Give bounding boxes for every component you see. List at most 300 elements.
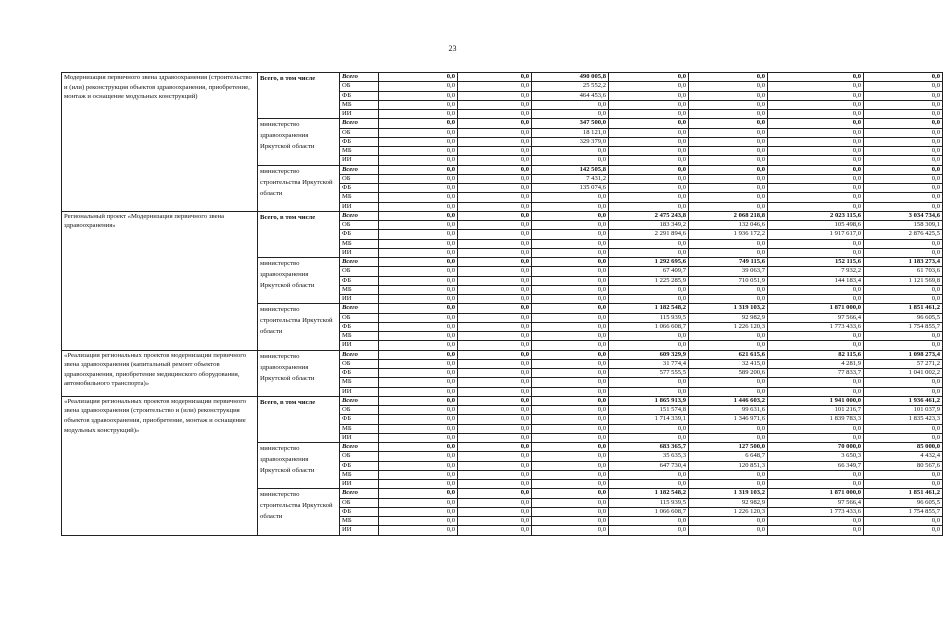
amount-cell: 0,0 <box>532 100 609 109</box>
amount-cell: 0,0 <box>379 433 458 442</box>
amount-cell: 0,0 <box>768 119 864 128</box>
funding-source: ОБ <box>340 128 379 137</box>
amount-cell: 0,0 <box>379 369 458 378</box>
amount-cell: 0,0 <box>458 73 532 82</box>
amount-cell: 0,0 <box>379 156 458 165</box>
amount-cell: 0,0 <box>458 285 532 294</box>
amount-cell: 0,0 <box>609 119 689 128</box>
funding-source: МБ <box>340 470 379 479</box>
amount-cell: 0,0 <box>458 452 532 461</box>
amount-cell: 0,0 <box>768 239 864 248</box>
amount-cell: 609 329,9 <box>609 350 689 359</box>
amount-cell: 0,0 <box>689 202 768 211</box>
amount-cell: 0,0 <box>768 526 864 535</box>
funding-source: ОБ <box>340 359 379 368</box>
amount-cell: 0,0 <box>379 489 458 498</box>
amount-cell: 0,0 <box>864 526 943 535</box>
amount-cell: 0,0 <box>458 433 532 442</box>
amount-cell: 0,0 <box>864 91 943 100</box>
responsible-executor: министерство строительства Иркутской области <box>258 304 340 350</box>
amount-cell: 7 932,2 <box>768 267 864 276</box>
amount-cell: 0,0 <box>379 184 458 193</box>
amount-cell: 0,0 <box>379 193 458 202</box>
funding-source: Всего <box>340 211 379 220</box>
funding-source: ИИ <box>340 480 379 489</box>
amount-cell: 120 851,3 <box>689 461 768 470</box>
amount-cell: 0,0 <box>768 387 864 396</box>
amount-cell: 135 074,6 <box>532 184 609 193</box>
funding-source: ИИ <box>340 156 379 165</box>
funding-source: ИИ <box>340 202 379 211</box>
amount-cell: 0,0 <box>379 406 458 415</box>
funding-source: Всего <box>340 73 379 82</box>
amount-cell: 0,0 <box>532 378 609 387</box>
funding-source: ОБ <box>340 313 379 322</box>
amount-cell: 0,0 <box>532 276 609 285</box>
amount-cell: 0,0 <box>532 480 609 489</box>
amount-cell: 0,0 <box>532 387 609 396</box>
amount-cell: 621 615,6 <box>689 350 768 359</box>
amount-cell: 0,0 <box>532 230 609 239</box>
amount-cell: 749 115,6 <box>689 258 768 267</box>
funding-source: Всего <box>340 258 379 267</box>
amount-cell: 7 431,2 <box>532 174 609 183</box>
amount-cell: 2 023 115,6 <box>768 211 864 220</box>
amount-cell: 4 281,9 <box>768 359 864 368</box>
amount-cell: 0,0 <box>379 332 458 341</box>
amount-cell: 0,0 <box>458 507 532 516</box>
amount-cell: 0,0 <box>609 387 689 396</box>
amount-cell: 0,0 <box>379 507 458 516</box>
amount-cell: 0,0 <box>689 100 768 109</box>
amount-cell: 0,0 <box>768 341 864 350</box>
amount-cell: 0,0 <box>768 480 864 489</box>
amount-cell: 39 063,7 <box>689 267 768 276</box>
funding-source: ИИ <box>340 248 379 257</box>
amount-cell: 0,0 <box>458 165 532 174</box>
amount-cell: 1 346 971,6 <box>689 415 768 424</box>
amount-cell: 1 835 423,3 <box>864 415 943 424</box>
amount-cell: 0,0 <box>532 369 609 378</box>
funding-source: МБ <box>340 517 379 526</box>
amount-cell: 0,0 <box>458 350 532 359</box>
amount-cell: 0,0 <box>379 91 458 100</box>
amount-cell: 589 200,6 <box>689 369 768 378</box>
amount-cell: 0,0 <box>689 128 768 137</box>
amount-cell: 1 936 172,2 <box>689 230 768 239</box>
amount-cell: 0,0 <box>532 304 609 313</box>
amount-cell: 0,0 <box>768 332 864 341</box>
amount-cell: 0,0 <box>458 387 532 396</box>
amount-cell: 4 432,4 <box>864 452 943 461</box>
amount-cell: 3 034 734,6 <box>864 211 943 220</box>
amount-cell: 0,0 <box>379 452 458 461</box>
amount-cell: 0,0 <box>864 517 943 526</box>
funding-source: ФБ <box>340 91 379 100</box>
amount-cell: 0,0 <box>768 184 864 193</box>
funding-source: ФБ <box>340 322 379 331</box>
amount-cell: 0,0 <box>689 433 768 442</box>
amount-cell: 25 552,2 <box>532 82 609 91</box>
amount-cell: 0,0 <box>458 156 532 165</box>
amount-cell: 0,0 <box>458 230 532 239</box>
amount-cell: 0,0 <box>458 424 532 433</box>
amount-cell: 0,0 <box>864 128 943 137</box>
funding-source: МБ <box>340 285 379 294</box>
amount-cell: 0,0 <box>768 424 864 433</box>
amount-cell: 0,0 <box>458 193 532 202</box>
funding-source: ФБ <box>340 507 379 516</box>
amount-cell: 347 500,0 <box>532 119 609 128</box>
responsible-executor: Всего, в том числе <box>258 73 340 119</box>
amount-cell: 0,0 <box>532 443 609 452</box>
amount-cell: 0,0 <box>689 387 768 396</box>
amount-cell: 464 453,6 <box>532 91 609 100</box>
amount-cell: 0,0 <box>864 147 943 156</box>
amount-cell: 0,0 <box>379 276 458 285</box>
amount-cell: 0,0 <box>532 489 609 498</box>
amount-cell: 31 774,4 <box>609 359 689 368</box>
amount-cell: 115 939,5 <box>609 498 689 507</box>
amount-cell: 0,0 <box>689 156 768 165</box>
amount-cell: 0,0 <box>458 82 532 91</box>
funding-source: ОБ <box>340 498 379 507</box>
amount-cell: 0,0 <box>532 526 609 535</box>
amount-cell: 0,0 <box>532 202 609 211</box>
amount-cell: 0,0 <box>379 470 458 479</box>
amount-cell: 0,0 <box>609 100 689 109</box>
amount-cell: 127 500,0 <box>689 443 768 452</box>
amount-cell: 0,0 <box>379 322 458 331</box>
amount-cell: 0,0 <box>458 415 532 424</box>
responsible-executor: министерство строительства Иркутской области <box>258 165 340 211</box>
funding-source: МБ <box>340 239 379 248</box>
amount-cell: 0,0 <box>458 359 532 368</box>
amount-cell: 0,0 <box>768 73 864 82</box>
amount-cell: 0,0 <box>458 248 532 257</box>
amount-cell: 0,0 <box>609 147 689 156</box>
amount-cell: 1 773 433,6 <box>768 322 864 331</box>
funding-source: ФБ <box>340 415 379 424</box>
amount-cell: 0,0 <box>379 480 458 489</box>
amount-cell: 0,0 <box>689 165 768 174</box>
amount-cell: 0,0 <box>379 239 458 248</box>
table-row <box>62 73 943 82</box>
amount-cell: 0,0 <box>458 322 532 331</box>
amount-cell: 82 115,6 <box>768 350 864 359</box>
amount-cell: 0,0 <box>768 128 864 137</box>
responsible-executor: министерство здравоохранения Иркутской области <box>258 443 340 489</box>
funding-source: ОБ <box>340 452 379 461</box>
amount-cell: 0,0 <box>458 378 532 387</box>
amount-cell: 0,0 <box>609 82 689 91</box>
amount-cell: 0,0 <box>609 110 689 119</box>
amount-cell: 0,0 <box>609 91 689 100</box>
measure-description: «Реализация региональных проектов модернизации первичного звена здравоохранения (капитальный ремонт объектов здравоохранения, приобретение медицинского оборудования, автомобильного транспорта)» <box>62 350 258 396</box>
amount-cell: 6 648,7 <box>689 452 768 461</box>
amount-cell: 0,0 <box>458 119 532 128</box>
amount-cell: 0,0 <box>458 147 532 156</box>
amount-cell: 0,0 <box>458 341 532 350</box>
amount-cell: 0,0 <box>532 267 609 276</box>
amount-cell: 0,0 <box>609 248 689 257</box>
amount-cell: 0,0 <box>532 424 609 433</box>
funding-source: Всего <box>340 396 379 405</box>
amount-cell: 0,0 <box>864 378 943 387</box>
amount-cell: 0,0 <box>689 295 768 304</box>
amount-cell: 0,0 <box>609 73 689 82</box>
amount-cell: 0,0 <box>689 517 768 526</box>
amount-cell: 99 631,6 <box>689 406 768 415</box>
amount-cell: 0,0 <box>379 526 458 535</box>
amount-cell: 1 865 913,9 <box>609 396 689 405</box>
amount-cell: 0,0 <box>379 313 458 322</box>
amount-cell: 0,0 <box>379 258 458 267</box>
amount-cell: 0,0 <box>689 184 768 193</box>
amount-cell: 0,0 <box>458 110 532 119</box>
amount-cell: 0,0 <box>609 239 689 248</box>
amount-cell: 1 714 339,1 <box>609 415 689 424</box>
amount-cell: 80 567,6 <box>864 461 943 470</box>
amount-cell: 0,0 <box>532 498 609 507</box>
amount-cell: 1 182 548,2 <box>609 304 689 313</box>
table-row <box>62 350 943 359</box>
amount-cell: 0,0 <box>379 415 458 424</box>
amount-cell: 0,0 <box>609 137 689 146</box>
amount-cell: 0,0 <box>532 295 609 304</box>
amount-cell: 1 871 000,0 <box>768 489 864 498</box>
amount-cell: 0,0 <box>609 165 689 174</box>
amount-cell: 0,0 <box>379 285 458 294</box>
amount-cell: 0,0 <box>532 285 609 294</box>
amount-cell: 92 982,9 <box>689 313 768 322</box>
amount-cell: 0,0 <box>532 313 609 322</box>
amount-cell: 0,0 <box>379 396 458 405</box>
amount-cell: 0,0 <box>864 73 943 82</box>
amount-cell: 0,0 <box>532 452 609 461</box>
amount-cell: 0,0 <box>864 285 943 294</box>
amount-cell: 0,0 <box>689 137 768 146</box>
amount-cell: 0,0 <box>864 433 943 442</box>
amount-cell: 0,0 <box>379 341 458 350</box>
funding-source: Всего <box>340 443 379 452</box>
funding-source: МБ <box>340 147 379 156</box>
funding-source: Всего <box>340 119 379 128</box>
amount-cell: 0,0 <box>458 480 532 489</box>
amount-cell: 105 498,6 <box>768 221 864 230</box>
amount-cell: 0,0 <box>609 378 689 387</box>
amount-cell: 0,0 <box>458 184 532 193</box>
amount-cell: 1 917 617,0 <box>768 230 864 239</box>
table-row <box>62 396 943 405</box>
responsible-executor: министерство строительства Иркутской области <box>258 489 340 535</box>
funding-source: ФБ <box>340 137 379 146</box>
amount-cell: 92 982,9 <box>689 498 768 507</box>
amount-cell: 0,0 <box>458 332 532 341</box>
funding-source: ОБ <box>340 174 379 183</box>
amount-cell: 0,0 <box>532 211 609 220</box>
amount-cell: 0,0 <box>458 276 532 285</box>
amount-cell: 0,0 <box>379 304 458 313</box>
amount-cell: 0,0 <box>609 517 689 526</box>
budget-table-body <box>62 73 943 536</box>
amount-cell: 0,0 <box>379 517 458 526</box>
amount-cell: 70 000,0 <box>768 443 864 452</box>
amount-cell: 0,0 <box>379 295 458 304</box>
amount-cell: 0,0 <box>609 285 689 294</box>
amount-cell: 0,0 <box>689 526 768 535</box>
amount-cell: 1 446 603,2 <box>689 396 768 405</box>
amount-cell: 101 216,7 <box>768 406 864 415</box>
amount-cell: 0,0 <box>864 202 943 211</box>
funding-source: ОБ <box>340 267 379 276</box>
amount-cell: 0,0 <box>379 378 458 387</box>
amount-cell: 1 121 569,8 <box>864 276 943 285</box>
amount-cell: 0,0 <box>379 110 458 119</box>
amount-cell: 1 871 000,0 <box>768 304 864 313</box>
amount-cell: 0,0 <box>379 73 458 82</box>
amount-cell: 32 415,0 <box>689 359 768 368</box>
amount-cell: 1 292 695,6 <box>609 258 689 267</box>
funding-source: ОБ <box>340 82 379 91</box>
amount-cell: 0,0 <box>458 211 532 220</box>
amount-cell: 1 066 608,7 <box>609 322 689 331</box>
amount-cell: 1 936 461,2 <box>864 396 943 405</box>
amount-cell: 0,0 <box>458 202 532 211</box>
funding-source: МБ <box>340 424 379 433</box>
measure-description: «Реализация региональных проектов модернизации первичного звена здравоохранения (строительство и (или) реконструкция объектов здравоохранения, приобретение, монтаж и оснащение модульных конструкций)» <box>62 396 258 535</box>
amount-cell: 1 754 855,7 <box>864 322 943 331</box>
amount-cell: 0,0 <box>768 433 864 442</box>
amount-cell: 0,0 <box>768 295 864 304</box>
amount-cell: 0,0 <box>532 332 609 341</box>
amount-cell: 0,0 <box>532 461 609 470</box>
amount-cell: 0,0 <box>609 433 689 442</box>
amount-cell: 0,0 <box>532 258 609 267</box>
measure-description: Региональный проект «Модернизация первичного звена здравоохранения» <box>62 211 258 350</box>
responsible-executor: министерство здравоохранения Иркутской области <box>258 119 340 165</box>
amount-cell: 0,0 <box>532 110 609 119</box>
amount-cell: 0,0 <box>768 100 864 109</box>
amount-cell: 0,0 <box>379 202 458 211</box>
funding-source: МБ <box>340 100 379 109</box>
amount-cell: 0,0 <box>609 156 689 165</box>
amount-cell: 0,0 <box>864 110 943 119</box>
amount-cell: 0,0 <box>768 248 864 257</box>
funding-source: ИИ <box>340 387 379 396</box>
amount-cell: 0,0 <box>532 396 609 405</box>
amount-cell: 0,0 <box>768 110 864 119</box>
amount-cell: 0,0 <box>689 82 768 91</box>
funding-source: Всего <box>340 350 379 359</box>
amount-cell: 577 555,5 <box>609 369 689 378</box>
amount-cell: 0,0 <box>609 341 689 350</box>
amount-cell: 3 650,3 <box>768 452 864 461</box>
responsible-executor: министерство здравоохранения Иркутской области <box>258 350 340 396</box>
amount-cell: 0,0 <box>689 470 768 479</box>
amount-cell: 0,0 <box>379 230 458 239</box>
amount-cell: 1 182 548,2 <box>609 489 689 498</box>
amount-cell: 0,0 <box>379 211 458 220</box>
amount-cell: 0,0 <box>768 137 864 146</box>
amount-cell: 96 605,5 <box>864 498 943 507</box>
amount-cell: 0,0 <box>379 165 458 174</box>
amount-cell: 0,0 <box>458 91 532 100</box>
funding-source: ФБ <box>340 184 379 193</box>
amount-cell: 132 046,6 <box>689 221 768 230</box>
amount-cell: 0,0 <box>864 100 943 109</box>
amount-cell: 0,0 <box>458 128 532 137</box>
amount-cell: 0,0 <box>768 202 864 211</box>
table-row <box>62 211 943 220</box>
funding-source: Всего <box>340 165 379 174</box>
amount-cell: 1 226 120,3 <box>689 507 768 516</box>
amount-cell: 1 319 103,2 <box>689 489 768 498</box>
amount-cell: 2 475 243,8 <box>609 211 689 220</box>
amount-cell: 18 121,0 <box>532 128 609 137</box>
amount-cell: 0,0 <box>458 100 532 109</box>
amount-cell: 2 876 425,5 <box>864 230 943 239</box>
amount-cell: 0,0 <box>864 165 943 174</box>
amount-cell: 0,0 <box>768 147 864 156</box>
amount-cell: 0,0 <box>458 221 532 230</box>
amount-cell: 183 349,2 <box>609 221 689 230</box>
responsible-executor: Всего, в том числе <box>258 396 340 442</box>
amount-cell: 0,0 <box>864 248 943 257</box>
measure-description: Модернизация первичного звена здравоохранения (строительство и (или) реконструкция объектов здравоохранения, приобретение, монтаж и оснащение модульных конструкций) <box>62 73 258 212</box>
amount-cell: 0,0 <box>864 332 943 341</box>
amount-cell: 0,0 <box>379 424 458 433</box>
amount-cell: 0,0 <box>768 285 864 294</box>
funding-source: ИИ <box>340 526 379 535</box>
amount-cell: 2 068 218,8 <box>689 211 768 220</box>
amount-cell: 710 051,9 <box>689 276 768 285</box>
amount-cell: 0,0 <box>609 128 689 137</box>
amount-cell: 0,0 <box>609 424 689 433</box>
amount-cell: 0,0 <box>689 480 768 489</box>
amount-cell: 144 183,4 <box>768 276 864 285</box>
funding-source: ИИ <box>340 295 379 304</box>
amount-cell: 0,0 <box>864 193 943 202</box>
amount-cell: 0,0 <box>864 174 943 183</box>
amount-cell: 0,0 <box>532 433 609 442</box>
amount-cell: 66 349,7 <box>768 461 864 470</box>
amount-cell: 0,0 <box>532 350 609 359</box>
amount-cell: 0,0 <box>458 313 532 322</box>
amount-cell: 0,0 <box>768 156 864 165</box>
amount-cell: 0,0 <box>864 156 943 165</box>
funding-source: ИИ <box>340 110 379 119</box>
amount-cell: 647 730,4 <box>609 461 689 470</box>
funding-source: ФБ <box>340 276 379 285</box>
amount-cell: 0,0 <box>609 202 689 211</box>
amount-cell: 0,0 <box>609 193 689 202</box>
amount-cell: 683 365,7 <box>609 443 689 452</box>
amount-cell: 0,0 <box>689 239 768 248</box>
amount-cell: 1 183 273,4 <box>864 258 943 267</box>
amount-cell: 0,0 <box>458 498 532 507</box>
funding-source: ФБ <box>340 230 379 239</box>
amount-cell: 77 833,7 <box>768 369 864 378</box>
amount-cell: 0,0 <box>458 396 532 405</box>
funding-source: Всего <box>340 489 379 498</box>
amount-cell: 0,0 <box>864 184 943 193</box>
amount-cell: 0,0 <box>609 295 689 304</box>
amount-cell: 0,0 <box>379 128 458 137</box>
amount-cell: 0,0 <box>458 470 532 479</box>
amount-cell: 0,0 <box>689 193 768 202</box>
amount-cell: 329 379,0 <box>532 137 609 146</box>
